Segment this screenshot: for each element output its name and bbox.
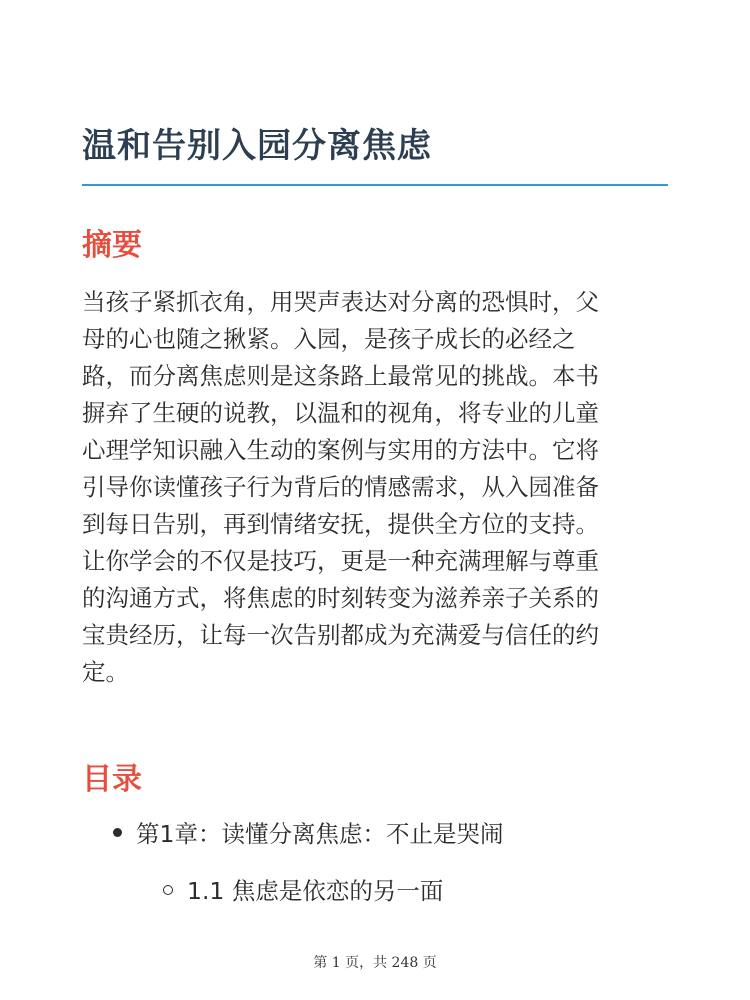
title-divider bbox=[82, 184, 668, 186]
abstract-line: 当孩子紧抓衣角，用哭声表达对分离的恐惧时，父 bbox=[82, 288, 599, 316]
page-footer: 第 1 页，共 248 页 bbox=[313, 955, 437, 971]
abstract-line: 引导你读懂孩子行为背后的情感需求，从入园准备 bbox=[82, 473, 599, 501]
abstract-heading: 摘要 bbox=[82, 228, 142, 263]
toc-chapter-1-label: 第1章：读懂分离焦虑：不止是哭闹 bbox=[136, 820, 504, 848]
toc-chapter-1[interactable] bbox=[113, 819, 503, 849]
abstract-body bbox=[82, 284, 668, 691]
abstract-line: 宝贵经历，让每一次告别都成为充满爱与信任的约 bbox=[82, 621, 599, 649]
abstract-line: 摒弃了生硬的说教，以温和的视角，将专业的儿童 bbox=[82, 399, 599, 427]
abstract-line: 母的心也随之揪紧。入园，是孩子成长的必经之 bbox=[82, 325, 576, 353]
toc-section-1-1-label: 1.1 焦虑是依恋的另一面 bbox=[187, 877, 444, 905]
abstract-line: 让你学会的不仅是技巧，更是一种充满理解与尊重 bbox=[82, 547, 599, 575]
toc-heading: 目录 bbox=[82, 762, 142, 797]
abstract-line: 路，而分离焦虑则是这条路上最常见的挑战。本书 bbox=[82, 362, 599, 390]
abstract-line: 心理学知识融入生动的案例与实用的方法中。它将 bbox=[82, 436, 599, 464]
abstract-line: 到每日告别，再到情绪安抚，提供全方位的支持。 bbox=[82, 510, 599, 538]
bullet-disc-icon bbox=[113, 828, 122, 837]
bullet-circle-icon bbox=[163, 885, 173, 895]
abstract-line: 的沟通方式，将焦虑的时刻转变为滋养亲子关系的 bbox=[82, 584, 599, 612]
toc-section-1-1[interactable] bbox=[163, 876, 443, 906]
document-title: 温和告别入园分离焦虑 bbox=[82, 126, 432, 166]
abstract-line: 定。 bbox=[82, 658, 129, 686]
